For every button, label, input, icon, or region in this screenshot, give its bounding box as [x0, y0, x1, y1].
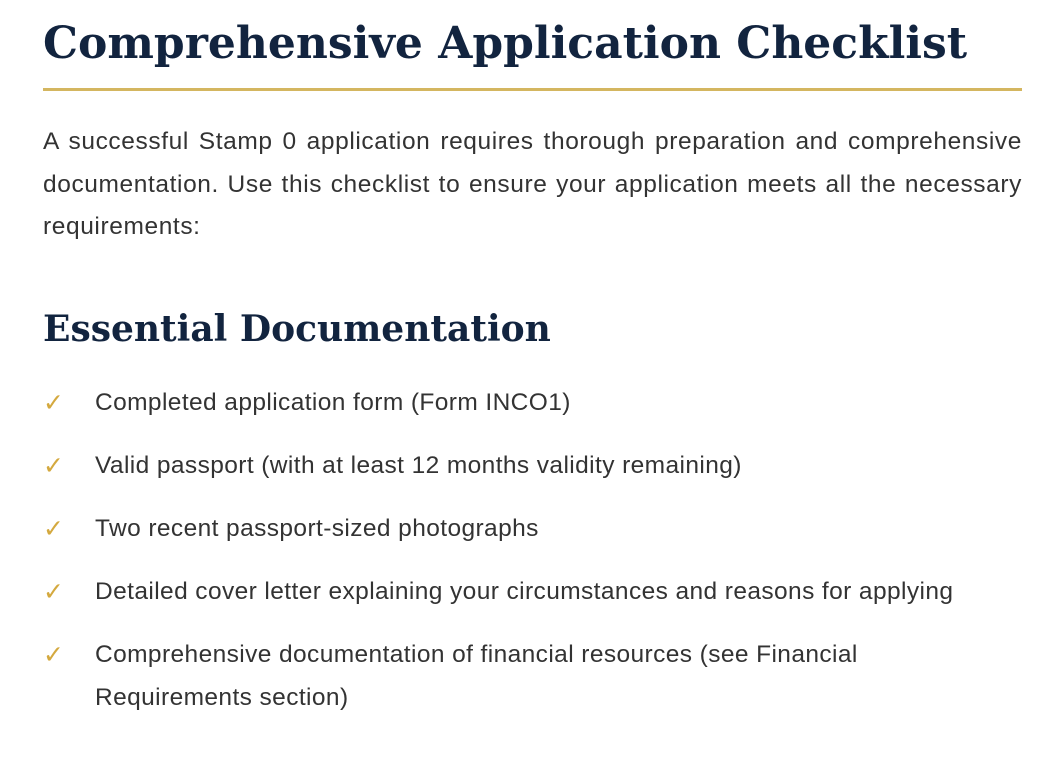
checklist-item: [43, 381, 1022, 424]
checklist-item: [43, 570, 1022, 613]
checklist: [43, 381, 1022, 719]
checklist-item-label: Detailed cover letter explaining your circumstances and reasons for applying: [95, 577, 954, 605]
checkmark-icon: ✓: [43, 450, 64, 480]
page-title: Comprehensive Application Checklist: [43, 18, 968, 69]
intro-paragraph: A successful Stamp 0 application requires thorough preparation and comprehensive documentation. Use this checklist to ensure your application meets all the necessary requirements:: [43, 128, 1022, 240]
checklist-item-label: Valid passport (with at least 12 months validity remaining): [95, 451, 742, 479]
checkmark-icon: ✓: [43, 639, 64, 669]
checklist-item: [43, 507, 1022, 550]
checklist-item-label: Two recent passport-sized photographs: [95, 514, 539, 542]
checklist-item-label: Completed application form (Form INCO1): [95, 388, 571, 416]
title-divider: [43, 88, 1022, 91]
checkmark-icon: ✓: [43, 387, 64, 417]
checklist-item: [43, 633, 1022, 719]
section-title: Essential Documentation: [43, 307, 551, 350]
checklist-item: [43, 444, 1022, 487]
checkmark-icon: ✓: [43, 576, 64, 606]
checklist-item-label: Comprehensive documentation of financial resources (see Financial Requirements section): [95, 640, 858, 711]
checkmark-icon: ✓: [43, 513, 64, 543]
